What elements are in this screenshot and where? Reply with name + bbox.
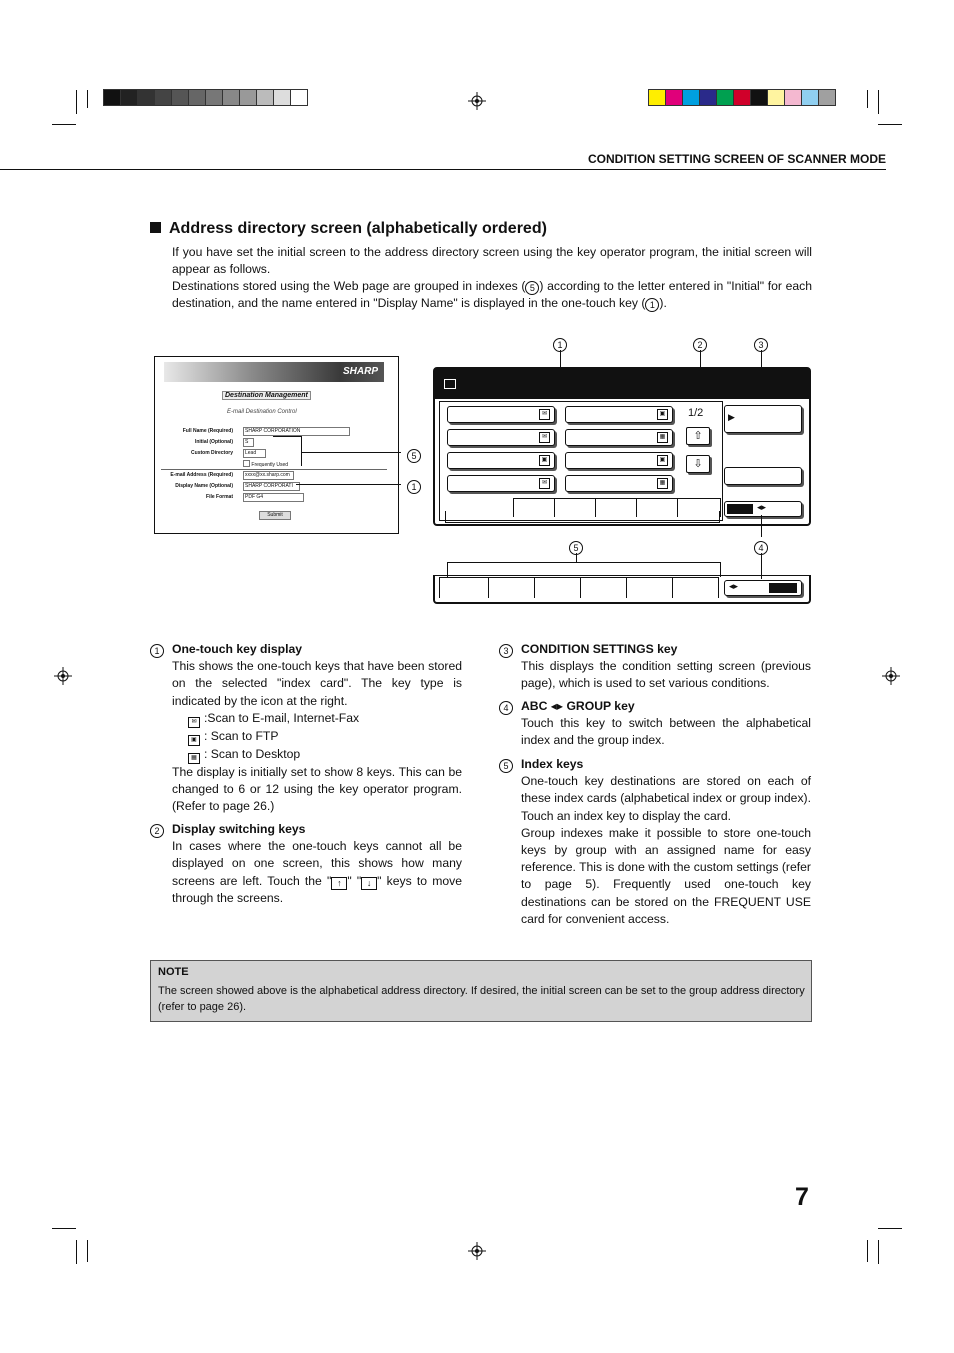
leader-line — [719, 511, 720, 523]
file-format-select[interactable]: PDF G4 — [243, 493, 304, 502]
email-icon: ✉ — [188, 717, 200, 728]
mail-icon — [444, 379, 456, 389]
field-label: E-mail Address (Required) — [170, 472, 233, 478]
group-index-panel — [433, 575, 811, 604]
leader-line — [301, 452, 401, 453]
item-number: 1 — [150, 644, 164, 658]
calibration-swatch — [818, 89, 836, 106]
callout-5: 5 — [569, 541, 583, 555]
calibration-swatch — [239, 89, 257, 106]
ftp-icon: ▣ — [657, 409, 668, 420]
callout-1: 1 — [407, 480, 421, 494]
panel-title-bar — [435, 369, 809, 399]
one-touch-key[interactable] — [447, 429, 555, 446]
note-body: The screen showed above is the alphabetical address directory. If desired, the initial screen can be set to the group address directory (refer to page 26). — [158, 985, 805, 1013]
note-box — [150, 960, 812, 1022]
calibration-swatch — [801, 89, 819, 106]
description-item-4 — [503, 698, 811, 750]
running-header: CONDITION SETTING SCREEN OF SCANNER MODE — [587, 152, 886, 166]
callout-2: 2 — [693, 338, 707, 352]
touch-panel-screen — [433, 367, 811, 526]
item-body: Touch this key to switch between the alphabetical index and the group index. — [521, 716, 811, 748]
icon-legend-email: ✉ :Scan to E-mail, Internet-Fax — [188, 710, 462, 728]
description-item-2 — [154, 821, 462, 907]
index-tab[interactable] — [677, 498, 721, 517]
group-tab[interactable] — [488, 577, 535, 598]
one-touch-key[interactable] — [565, 429, 673, 446]
one-touch-key[interactable] — [447, 452, 555, 469]
item-title: ABC ◂▸ GROUP key — [521, 699, 635, 713]
registration-mark-icon — [882, 667, 900, 685]
switch-arrows-icon: ◂▸ — [729, 581, 739, 591]
page-number: 7 — [795, 1183, 809, 1211]
calibration-swatch — [767, 89, 785, 106]
group-index-frame — [447, 562, 721, 577]
play-icon: ▶ — [728, 412, 735, 422]
page-down-button[interactable]: ⇩ — [686, 455, 710, 473]
index-tab[interactable] — [554, 498, 596, 517]
one-touch-key[interactable] — [565, 406, 673, 423]
item-body: The display is initially set to show 8 keys. This can be changed to 6 or 12 using the key operator program. (Refer to page 26.) — [172, 764, 462, 814]
group-tab[interactable] — [626, 577, 673, 598]
leader-line — [273, 436, 301, 437]
calibration-swatch — [648, 89, 666, 106]
registration-mark-icon — [468, 1242, 486, 1260]
form-title: Destination Management — [222, 391, 311, 400]
calibration-swatch — [733, 89, 751, 106]
one-touch-key[interactable] — [447, 475, 555, 492]
item-body: This shows the one-touch keys that have been stored on the selected "index card". The key type is indicated by the icon at the right. — [172, 659, 462, 708]
leader-line — [761, 515, 762, 537]
ftp-icon: ▣ — [188, 735, 200, 746]
calibration-swatch — [784, 89, 802, 106]
form-divider — [161, 469, 387, 470]
group-tab[interactable] — [672, 577, 719, 598]
field-label: Full Name (Required) — [182, 428, 233, 434]
item-number: 3 — [499, 644, 513, 658]
calibration-swatch — [273, 89, 291, 106]
full-name-input[interactable]: SHARP CORPORATION — [243, 427, 350, 436]
page-indicator: 1/2 — [688, 407, 704, 419]
note-title: NOTE — [158, 966, 189, 978]
submit-button[interactable]: Submit — [259, 511, 291, 520]
email-icon: ✉ — [539, 432, 550, 443]
form-subtitle: E-mail Destination Control — [227, 409, 297, 415]
calibration-swatch — [205, 89, 223, 106]
index-tab[interactable] — [636, 498, 678, 517]
registration-mark-icon — [54, 667, 72, 685]
item-number: 5 — [499, 759, 513, 773]
field-label: Custom Directory — [191, 450, 233, 456]
leader-line — [296, 484, 401, 485]
item-title: Index keys — [521, 757, 584, 771]
one-touch-key[interactable] — [565, 475, 673, 492]
field-label: File Format — [206, 494, 233, 500]
item-body: In cases where the one-touch keys cannot all be displayed on one screen, this shows how many screens are left. Touch the " ↑ " " ↓ " keys to move through the screens. — [172, 839, 462, 905]
one-touch-key[interactable] — [565, 452, 673, 469]
calibration-swatch — [137, 89, 155, 106]
leader-line — [445, 511, 446, 523]
desktop-icon: ▦ — [657, 432, 668, 443]
condition-settings-key[interactable] — [724, 405, 802, 433]
calibration-swatch — [750, 89, 768, 106]
desktop-icon: ▦ — [188, 753, 200, 764]
brand-logo: SHARP — [342, 366, 378, 377]
calibration-swatch — [716, 89, 734, 106]
one-touch-key[interactable] — [447, 406, 555, 423]
description-item-3 — [503, 641, 811, 693]
calibration-swatch — [665, 89, 683, 106]
callout-3: 3 — [754, 338, 768, 352]
callout-number: 1 — [645, 298, 659, 312]
callout-1: 1 — [553, 338, 567, 352]
callout-5: 5 — [407, 449, 421, 463]
email-address-input[interactable]: xxxx@xx.sharp.com — [243, 471, 294, 480]
up-arrow-icon: ↑ — [331, 877, 347, 890]
down-arrow-icon: ↓ — [361, 877, 377, 890]
intro-paragraph-1: If you have set the initial screen to the address directory screen using the key operator program, the initial screen will appear as follows. — [172, 245, 812, 276]
description-item-5 — [503, 756, 811, 928]
ftp-icon: ▣ — [657, 455, 668, 466]
item-title: CONDITION SETTINGS key — [521, 642, 678, 656]
group-tab[interactable] — [534, 577, 581, 598]
calibration-swatch — [103, 89, 121, 106]
abc-group-toggle-key[interactable] — [724, 580, 802, 596]
calibration-swatch — [256, 89, 274, 106]
calibration-swatch — [188, 89, 206, 106]
leader-line — [445, 522, 719, 523]
item-body: One-touch key destinations are stored on each of these index cards (alphabetical index or group index). Touch an index key to display the card. — [521, 774, 811, 823]
page-up-button[interactable]: ⇧ — [686, 427, 710, 445]
index-tab[interactable] — [595, 498, 637, 517]
ftp-icon: ▣ — [539, 455, 550, 466]
callout-number: 5 — [525, 281, 539, 295]
item-body: This displays the condition setting screen (previous page), which is used to set various conditions. — [521, 659, 811, 691]
item-title: Display switching keys — [172, 822, 306, 836]
header-rule — [0, 169, 886, 170]
icon-legend-desktop: ▦ : Scan to Desktop — [188, 746, 462, 764]
icon-legend-ftp: ▣ : Scan to FTP — [188, 728, 462, 746]
item-number: 4 — [499, 701, 513, 715]
group-tab[interactable] — [439, 577, 489, 598]
calibration-swatch — [290, 89, 308, 106]
leader-line — [301, 436, 302, 466]
calibration-swatch — [699, 89, 717, 106]
info-key[interactable] — [724, 467, 802, 485]
registration-mark-icon — [468, 92, 486, 110]
calibration-swatch — [682, 89, 700, 106]
item-title: One-touch key display — [172, 642, 303, 656]
display-name-input[interactable]: SHARP CORPORATI — [243, 482, 300, 491]
item-body: Group indexes make it possible to store one-touch keys by group with an assigned name for easy reference. This is done with the custom settings (refer to page 5). Frequently used one-touch key destinations can be stored on the FREQUENT USE card for convenient access. — [521, 825, 811, 926]
field-label: Initial (Optional) — [194, 439, 233, 445]
web-page-illustration — [154, 356, 399, 534]
frequently-used-checkbox[interactable]: Frequently Used — [243, 460, 288, 468]
email-icon: ✉ — [539, 409, 550, 420]
abc-group-toggle-key[interactable] — [724, 501, 802, 517]
desktop-icon: ▦ — [657, 478, 668, 489]
item-number: 2 — [150, 824, 164, 838]
intro-paragraph-2: Destinations stored using the Web page are grouped in indexes ( 5 ) according to the letter entered in "Initial" for each destination, and the name entered in "Display Name" is displayed in the one-touch key ( 1 ). — [172, 279, 812, 310]
switch-arrows-icon: ◂▸ — [757, 502, 767, 512]
email-icon: ✉ — [539, 478, 550, 489]
callout-4: 4 — [754, 541, 768, 555]
section-heading: Address directory screen (alphabetically ordered) — [150, 220, 547, 238]
calibration-swatch — [171, 89, 189, 106]
sharp-banner — [164, 362, 384, 382]
calibration-swatch — [154, 89, 172, 106]
description-item-1 — [154, 641, 462, 815]
field-label: Display Name (Optional) — [175, 483, 233, 489]
group-tab[interactable] — [580, 577, 627, 598]
custom-directory-select[interactable]: Lead — [243, 449, 266, 458]
calibration-swatch — [120, 89, 138, 106]
square-bullet-icon — [150, 222, 161, 233]
initial-input[interactable]: S — [243, 438, 254, 447]
calibration-swatch — [222, 89, 240, 106]
switch-arrows-icon: ◂▸ — [550, 699, 564, 713]
index-tab[interactable] — [513, 498, 555, 517]
